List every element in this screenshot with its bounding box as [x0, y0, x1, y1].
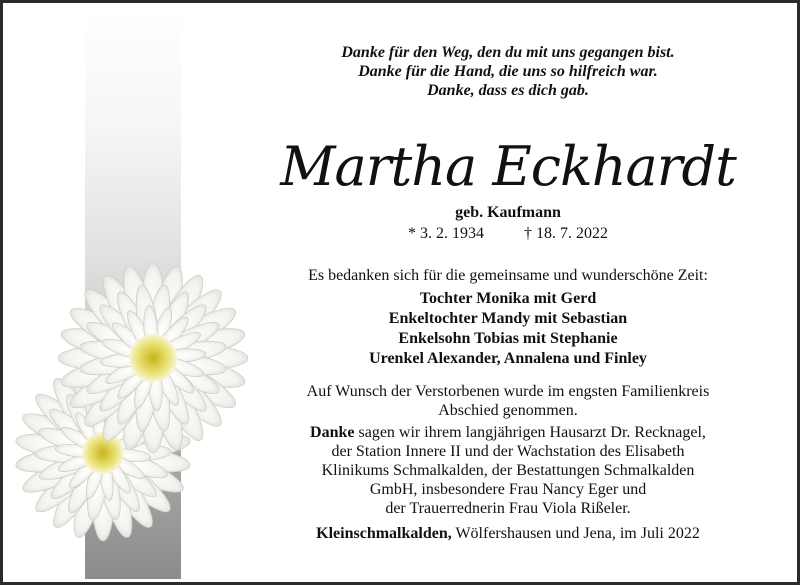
dahlia-flowers-image	[3, 248, 253, 578]
poem-line: Danke für die Hand, die uns so hilfreich war.	[358, 63, 658, 80]
life-dates	[238, 224, 778, 244]
thanks-line: der Station Innere II und der Wachstation des Elisabeth	[331, 443, 685, 460]
thanks-line: Klinikums Schmalkalden, der Bestattungen Schmalkalden	[321, 462, 695, 479]
flower-center	[129, 334, 177, 382]
family-member: Enkeltochter Mandy mit Sebastian	[388, 310, 628, 327]
poem-line: Danke für den Weg, den du mit uns gegangen bist.	[341, 44, 675, 61]
family-member: Enkelsohn Tobias mit Stephanie	[398, 330, 618, 347]
note-line: Abschied genommen.	[438, 402, 578, 419]
family-list	[238, 289, 778, 369]
thanks-line: GmbH, insbesondere Frau Nancy Eger und	[369, 481, 647, 498]
birth-date: * 3. 2. 1934	[408, 225, 484, 242]
thanks-line: der Trauerrednerin Frau Viola Rißeler.	[385, 500, 631, 517]
obituary-card	[3, 3, 797, 582]
birth-name: geb. Kaufmann	[455, 204, 561, 221]
family-member: Tochter Monika mit Gerd	[419, 290, 597, 307]
flower-center	[82, 432, 124, 474]
death-date: † 18. 7. 2022	[524, 225, 608, 242]
closing-rest: Wölfershausen und Jena, im Juli 2022	[451, 525, 700, 542]
deceased-name: Martha Eckhardt	[280, 135, 736, 198]
family-member: Urenkel Alexander, Annalena und Finley	[369, 350, 647, 367]
thanks-line-first	[238, 423, 778, 442]
closing-line	[238, 524, 778, 544]
note-line: Auf Wunsch der Verstorbenen wurde im engsten Familienkreis	[306, 383, 710, 400]
closing-place: Kleinschmalkalden,	[316, 525, 452, 542]
funeral-note	[238, 382, 778, 420]
poem-line: Danke, dass es dich gab.	[427, 82, 589, 99]
thanks-lead: Danke	[310, 424, 355, 441]
poem	[238, 43, 778, 100]
thanks-text: sagen wir ihrem langjährigen Hausarzt Dr. Recknagel,	[354, 424, 706, 441]
thanks-intro: Es bedanken sich für die gemeinsame und wunderschöne Zeit:	[308, 267, 708, 284]
acknowledgements	[238, 423, 778, 518]
dahlia-upper	[58, 263, 248, 453]
